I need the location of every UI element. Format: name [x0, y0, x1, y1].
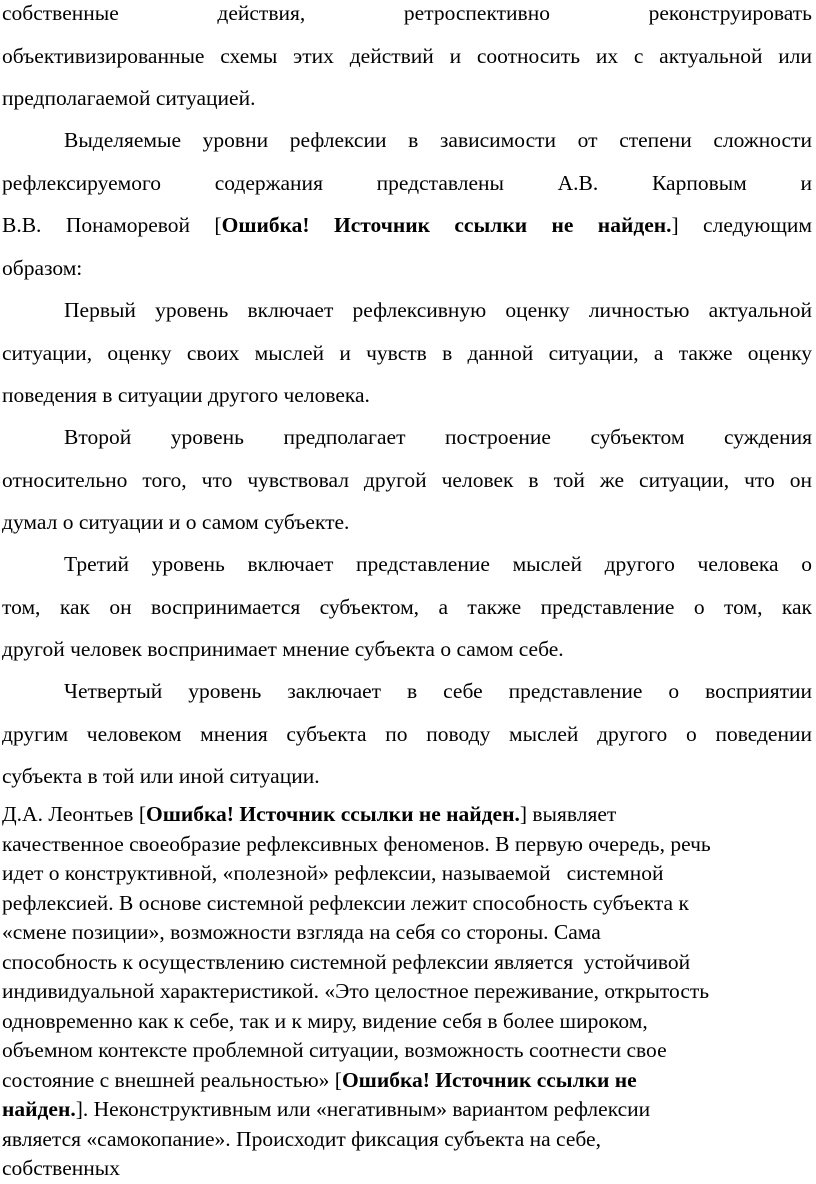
text-line — [2, 1066, 802, 1096]
text-line: Выделяемые уровни рефлексии в зависимости от степени сложности — [64, 128, 812, 152]
text-line: объективизированные схемы этих действий и соотносить их с актуальной или — [2, 43, 812, 68]
text-line: рефлексируемого содержания представлены А.В. Карповым и — [2, 170, 812, 195]
text-line: «смене позиции», возможности взгляда на себя со стороны. Сама — [2, 920, 601, 944]
text-line: объемном контексте проблемной ситуации, возможность соотнести свое — [2, 1038, 667, 1062]
text-line: способность к осуществлению системной рефлексии является устойчивой — [2, 949, 691, 974]
text-line — [2, 1095, 802, 1125]
text-line: рефлексией. В основе системной рефлексии лежит способность субъекта к — [2, 890, 689, 915]
text-line: относительно того, что чувствовал другой человек в той же ситуации, что он — [2, 467, 812, 492]
text-line: думал о ситуации и о самом субъекте. — [2, 510, 350, 534]
text-line: Первый уровень включает рефлексивную оценку личностью актуальной — [64, 298, 812, 322]
text-run: ] выявляет — [519, 802, 617, 826]
reference-error: Ошибка! Источник ссылки не — [341, 1067, 637, 1092]
text-line — [2, 204, 812, 247]
text-run: В.В. Понаморевой [ — [2, 213, 222, 237]
text-line: предполагаемой ситуацией. — [2, 86, 256, 110]
text-line: одновременно как к себе, так и к миру, видение себя в более широком, — [2, 1008, 648, 1033]
text-line: том, как он воспринимается субъектом, а также представление о том, как — [2, 594, 812, 619]
paragraph-level-3 — [2, 543, 812, 671]
text-line: образом: — [2, 255, 83, 280]
reference-error: Ошибка! Источник ссылки не найден. — [221, 213, 672, 237]
paragraph-level-1 — [2, 289, 812, 417]
reference-error: Ошибка! Источник ссылки не найден. — [145, 802, 520, 826]
text-line: индивидуальной характеристикой. «Это целостное переживание, открытость — [2, 979, 710, 1003]
text-line — [2, 800, 802, 830]
text-line: другим человеком мнения субъекта по поводу мыслей другого о поведении — [2, 721, 812, 746]
text-line: собственные действия, ретроспективно реконструировать — [2, 1, 812, 25]
text-line: идет о конструктивной, «полезной» рефлексии, называемой системной — [2, 861, 664, 885]
text-line: является «самокопание». Происходит фиксация субъекта на себе, — [2, 1126, 601, 1151]
text-run: ] следующим — [671, 213, 813, 237]
paragraph-reflection-schemes — [2, 0, 812, 120]
text-run: Д.А. Леонтьев [ — [2, 802, 146, 826]
text-run: состояние с внешней реальностью» [ — [2, 1067, 342, 1092]
paragraph-levels-intro — [2, 119, 812, 289]
text-line: другой человек воспринимает мнение субъекта о самом себе. — [2, 637, 564, 661]
text-line: собственных — [2, 1156, 120, 1180]
text-line: поведения в ситуации другого человека. — [2, 383, 370, 407]
text-line: субъекта в той или иной ситуации. — [2, 764, 320, 788]
text-line: ситуации, оценку своих мыслей и чувств в данной ситуации, а также оценку — [2, 340, 812, 365]
paragraph-leontiev — [2, 800, 802, 1184]
text-line: Четвертый уровень заключает в себе представление о восприятии — [64, 679, 812, 703]
text-line: Второй уровень предполагает построение субъектом суждения — [64, 425, 812, 449]
paragraph-level-2 — [2, 416, 812, 544]
text-line: качественное своеобразие рефлексивных феноменов. В первую очередь, речь — [2, 831, 711, 856]
text-line: Третий уровень включает представление мыслей другого человека о — [64, 552, 812, 576]
reference-error: найден. — [2, 1097, 76, 1121]
paragraph-level-4 — [2, 670, 812, 798]
text-run: ]. Неконструктивным или «негативным» вариантом рефлексии — [75, 1097, 651, 1121]
